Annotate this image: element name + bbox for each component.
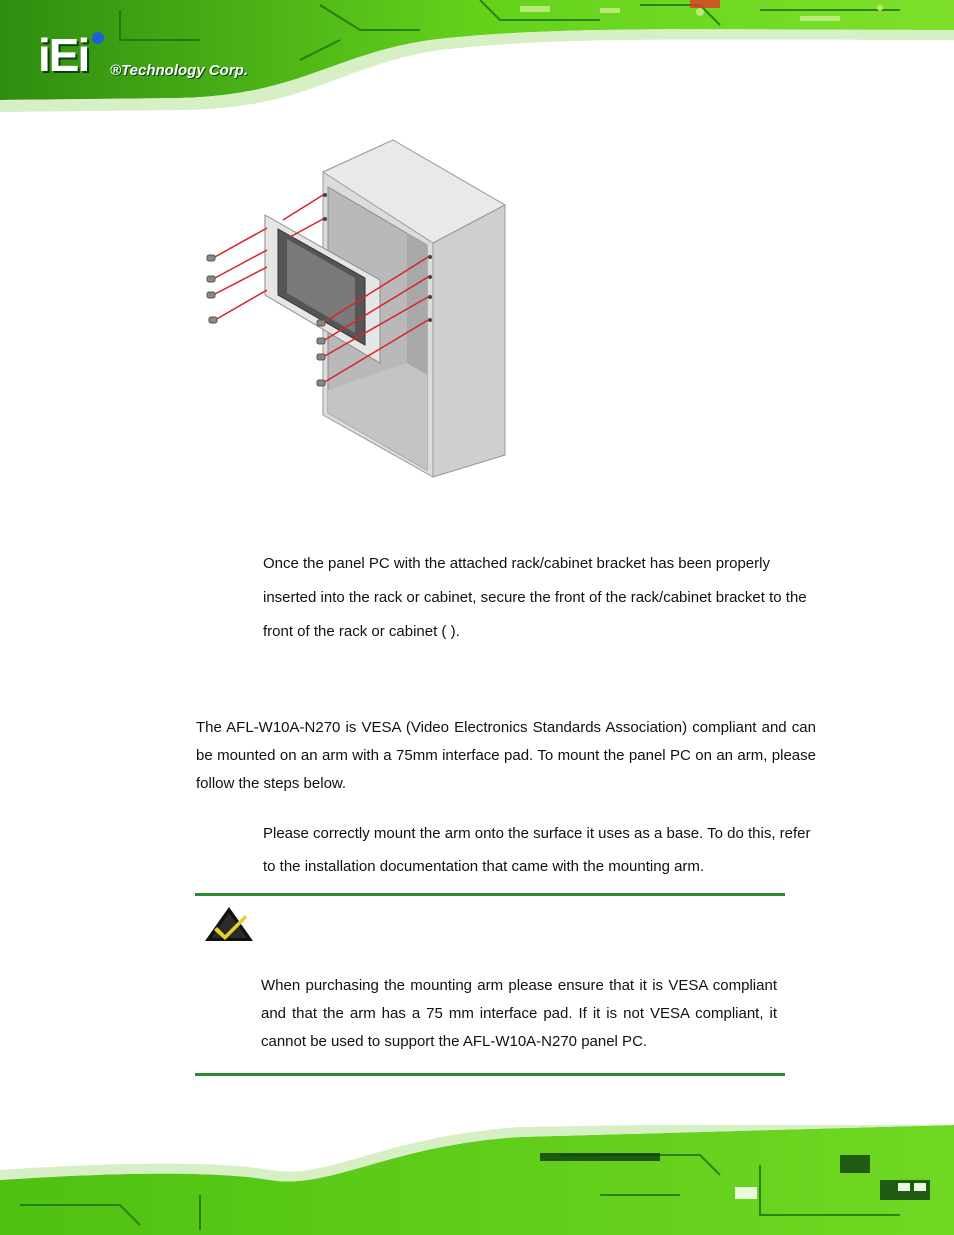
step-secure-bracket-text: Once the panel PC with the attached rack/cabinet bracket has been properly inserted into the rack or cabinet, secure the front of the rack/cabinet bracket to the front of the rack or cabinet ( ). <box>263 555 807 640</box>
company-logo <box>38 30 298 85</box>
cabinet-mounting-illustration <box>195 135 525 485</box>
note-top-rule <box>195 893 785 896</box>
note-bottom-rule <box>195 1073 785 1076</box>
logo-tagline: ®Technology Corp. <box>110 62 248 79</box>
step-mount-arm-text: Please correctly mount the arm onto the surface it uses as a base. To do this, refer to the installation documentation that came with the mounting arm. <box>263 825 811 875</box>
logo-dot <box>92 32 104 44</box>
note-check-icon <box>203 905 255 943</box>
footer-banner <box>0 1125 954 1235</box>
logo-letters: iEi <box>38 29 89 81</box>
arm-mounting-intro: The AFL-W10A-N270 is VESA (Video Electronics Standards Association) compliant and can be mounted on an arm with a 75mm interface pad. To mount the panel PC on an arm, please follow the steps below. <box>196 719 816 792</box>
note-text: When purchasing the mounting arm please ensure that it is VESA compliant and that the arm has a 75 mm interface pad. If it is not VESA compliant, it cannot be used to support the AFL-W10A-N270 panel PC. <box>261 977 777 1050</box>
